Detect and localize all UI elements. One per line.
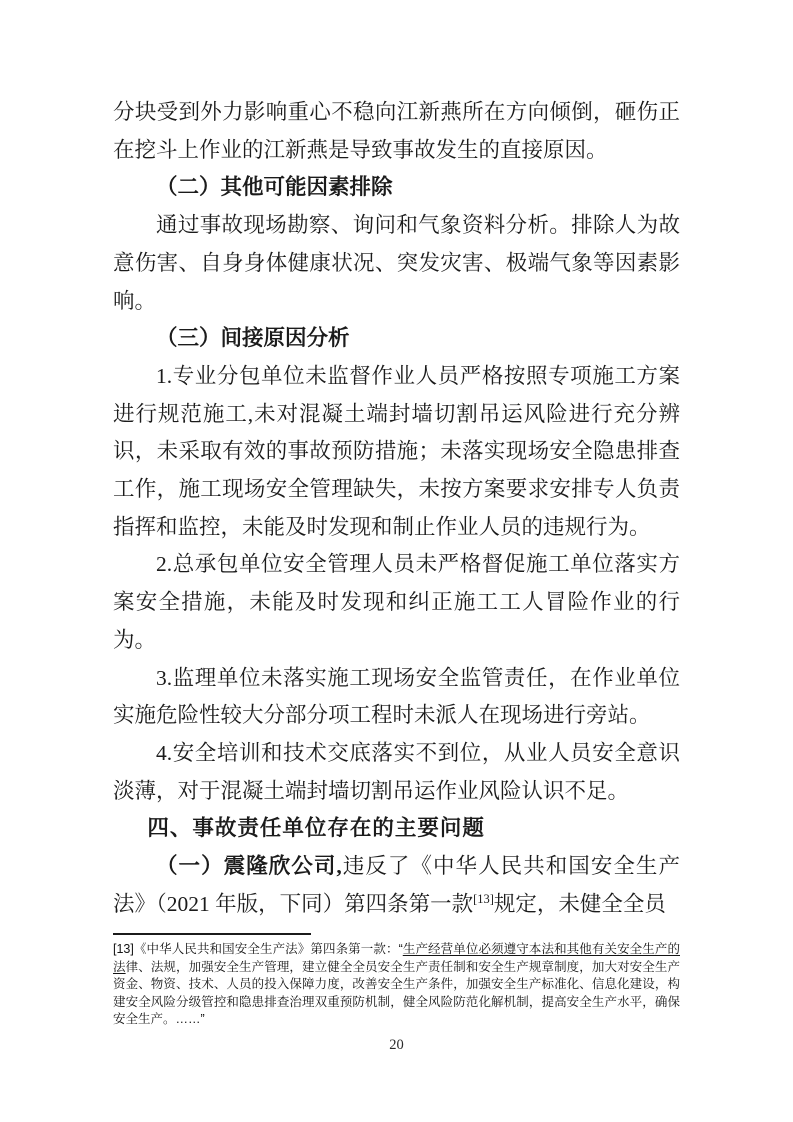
footnote-block bbox=[113, 933, 680, 1029]
company-name-lead: （一）震隆欣公司, bbox=[156, 854, 342, 879]
footnote-reference-13: [13] bbox=[473, 891, 494, 906]
heading-responsible-units-problems: 四、事故责任单位存在的主要问题 bbox=[147, 816, 485, 841]
paragraph-indirect-cause-4: 4.安全培训和技术交底落实不到位，从业人员安全意识淡薄，对于混凝土端封墙切割吊运作业风险认识不足。 bbox=[113, 740, 680, 803]
paragraph-indirect-cause-1: 1.专业分包单位未监督作业人员严格按照专项施工方案进行规范施工,未对混凝土端封墙切割吊运风险进行充分辨识，未采取有效的事故预防措施；未落实现场安全隐患排查工作，施工现场安全管理缺失，未按方案要求安排专人负责指挥和监控，未能及时发现和制止作业人员的违规行为。 bbox=[113, 363, 680, 539]
paragraph-company-violation bbox=[113, 848, 680, 923]
footnote-13-prefix: [13]《中华人民共和国安全生产法》第四条第一款：“ bbox=[113, 942, 403, 956]
footnote-divider bbox=[113, 933, 311, 935]
footnote-13-rest: 律、法规，加强安全生产管理，建立健全全员安全生产责任制和安全生产规章制度，加大对安全生产资金、物资、技术、人员的投入保障力度，改善安全生产条件，加强安全生产标准化、信息化建设，构建安全风险分级管控和隐患排查治理双重预防机制，健全风险防范化解机制，提高安全生产水平，确保安全生产。……” bbox=[113, 959, 680, 1026]
paragraph-direct-cause-continuation: 分块受到外力影响重心不稳向江新燕所在方向倾倒，砸伤正在挖斗上作业的江新燕是导致事故发生的直接原因。 bbox=[113, 100, 680, 162]
violation-text-before-ref: 违反了《中华人民共和国安全生产法》（2021 年版，下同）第四条第一款 bbox=[113, 854, 680, 916]
page-number: 20 bbox=[389, 1037, 404, 1053]
footnote-13-text bbox=[113, 941, 680, 1029]
heading-indirect-cause-analysis: （三）间接原因分析 bbox=[156, 326, 350, 351]
violation-text-after-ref: 规定，未健全全员 bbox=[493, 891, 666, 916]
paragraph-indirect-cause-2: 2.总承包单位安全管理人员未严格督促施工单位落实方案安全措施，未能及时发现和纠正施工工人冒险作业的行为。 bbox=[113, 552, 680, 652]
heading-other-possible-factors: （二）其他可能因素排除 bbox=[156, 175, 393, 200]
footnote-13-underlined-quote: 生产经营单位必须遵守本法和其他有关安全生产的法 bbox=[113, 942, 680, 974]
paragraph-indirect-cause-3: 3.监理单位未落实施工现场安全监管责任，在作业单位实施危险性较大分部分项工程时未派人在现场进行旁站。 bbox=[113, 665, 680, 728]
document-body bbox=[113, 94, 680, 923]
paragraph-other-factors-exclusion: 通过事故现场勘察、询问和气象资料分析。排除人为故意伤害、自身身体健康状况、突发灾害、极端气象等因素影响。 bbox=[113, 213, 680, 313]
